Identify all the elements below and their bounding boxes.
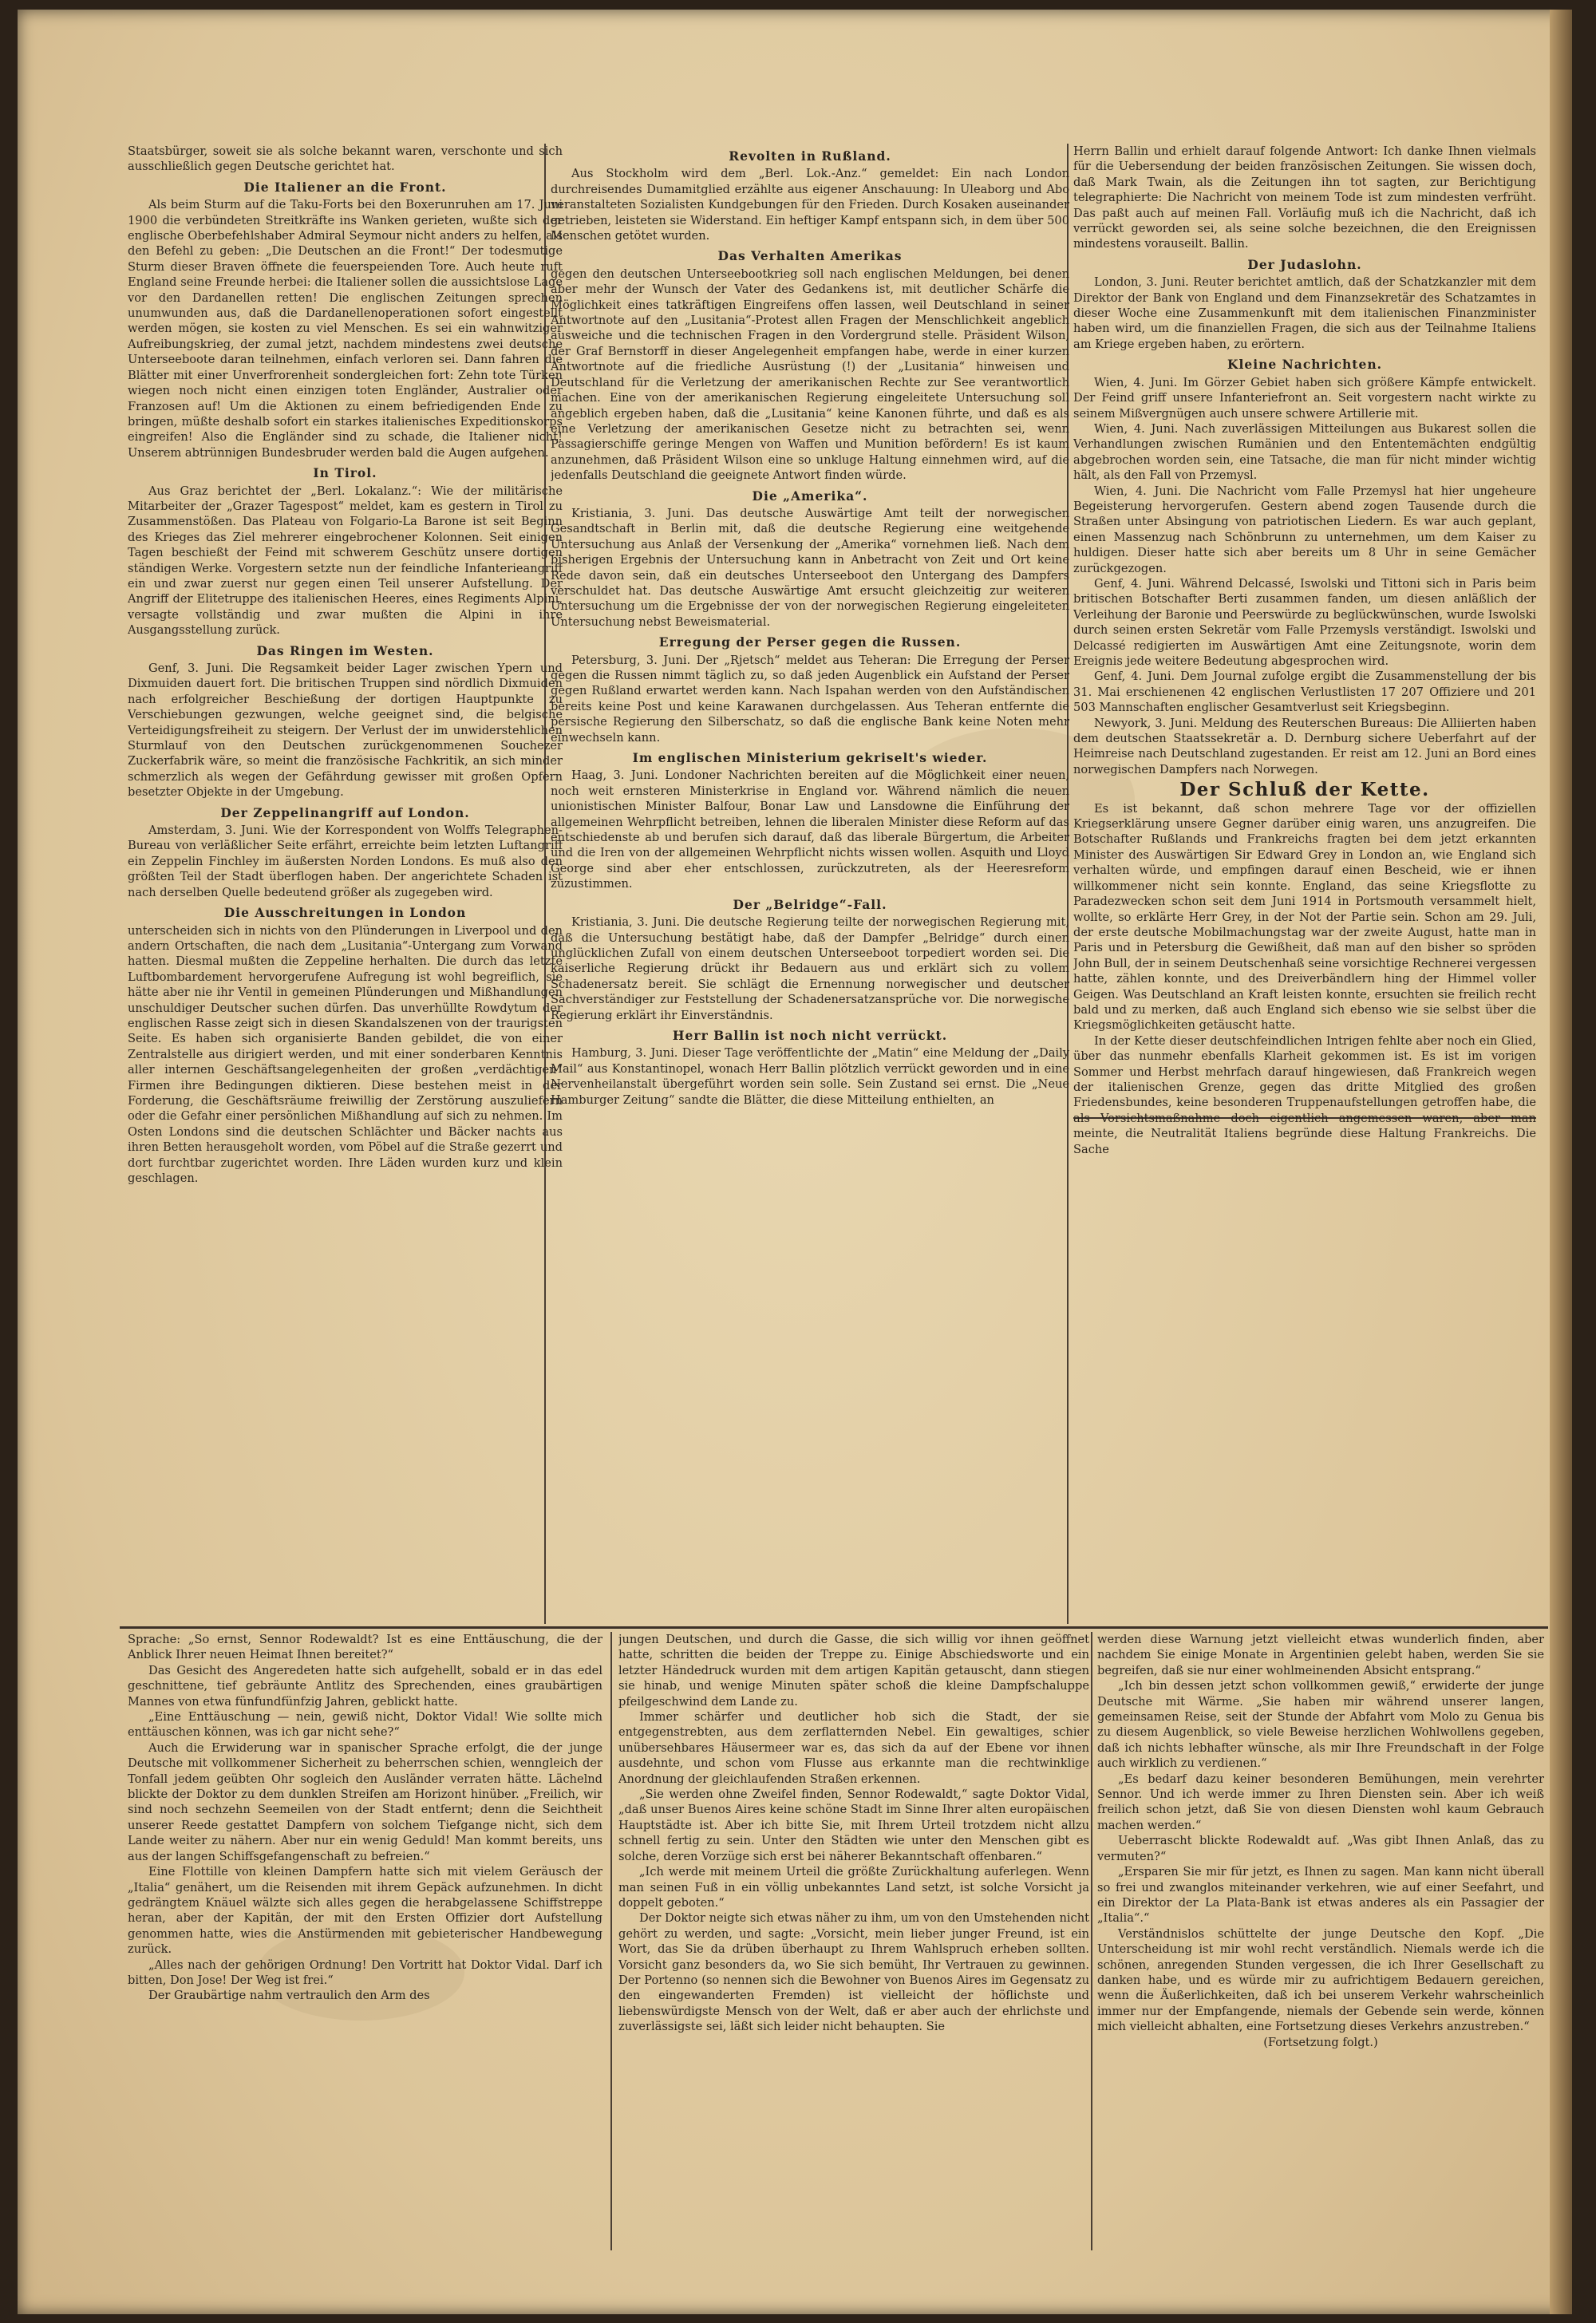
article-heading: Kleine Nachrichten.: [1227, 357, 1382, 373]
story-text: „Es bedarf dazu keiner besonderen Bemühungen, mein verehrter Sennor. Und ich werde immer zu Ihren Diensten sein. Aber ich weiß freilich schon jetzt, daß Sie von diesen Diensten wohl kaum Gebrauch machen werden.“: [1097, 1772, 1544, 1832]
article-text: Newyork, 3. Juni. Meldung des Reuterschen Bureaus: Die Alliierten haben dem deutschen Staatssekretär a. D. Dernburg sichere Ueberfahrt auf der Heimreise nach Deutschland zugestanden. Er reist am 12. Juni an Bord eines norwegischen Dampfers nach Norwegen.: [1073, 716, 1536, 776]
story-text: „Ersparen Sie mir für jetzt, es Ihnen zu sagen. Man kann nicht überall so frei und zwanglos miteinander verkehren, wie auf einer Seefahrt, und ein Direktor der La Plata-Bank ist etwas anderes als ein Passagier der „Italia“.“: [1097, 1865, 1544, 1926]
continuation-note: (Fortsetzung folgt.): [1263, 2035, 1378, 2049]
article-heading: Herr Ballin ist noch nicht verrückt.: [672, 1027, 948, 1043]
article-heading: Der Zeppelinangriff auf London.: [220, 804, 470, 820]
article-text: Aus Stockholm wird dem „Berl. Lok.-Anz.“ gemeldet: Ein nach London durchreisendes Dumamitglied erzählte aus eigener Anschauung: In Uleaborg und Abo veranstalteten Sozialisten Kundgebungen für den Frieden. Durch Kosaken auseinander getrieben, leisteten sie Widerstand. Ein heftiger Kampf entspann sich, in dem über 500 Menschen getötet wurden.: [551, 167, 1069, 243]
article-text: Kristiania, 3. Juni. Die deutsche Regierung teilte der norwegischen Regierung mit, daß die Untersuchung bestätigt habe, daß der Dampfer „Belridge“ durch einen unglücklichen Zufall von einem deutschen Unterseeboot torpediert worden sei. Die kaiserliche Regierung drückt ihr Bedauern aus und erklärt sich zu vollem Schadenersatz bereit. Sie schlägt die Ernennung norwegischer und deutscher Sachverständiger zur Feststellung der Schadenersatzansprüche vor. Die norwegische Regierung erklärt ihr Einverständnis.: [551, 915, 1069, 1022]
article-text: Aus Graz berichtet der „Berl. Lokalanz.“: Wie der militärische Mitarbeiter der „Grazer Tagespost“ meldet, kam es gestern in Tirol zu Zusammenstößen. Das Plateau von Folgario-La Barone ist seit Beginn des Krieges das Ziel mehrerer eingebrochener Kolonnen. Seit einigen Tagen beschießt der Feind mit schwerem Geschütz unsere dortigen ständigen Werke. Vorgestern setzte nun der feindliche Infanterieangriff ein und zwar zuerst nur gegen einen Teil unserer Aufstellung. Der Angriff der Elitetruppe des italienischen Heeres, eines Regiments Alpini, versagte vollständig und zwar mußten die Alpini in ihre Ausgangsstellung zurück.: [128, 484, 563, 638]
story-text: Verständnislos schüttelte der junge Deutsche den Kopf. „Die Unterscheidung ist mir wohl recht verständlich. Niemals werde ich die schönen, anregenden Stunden vergessen, die ich Ihrer Gesellschaft zu danken habe, und es würde mir zu aufrichtigem Bedauern gereichen, wenn die Äußerlichkeiten, daß ich bei unserem Verkehr wahrscheinlich immer nur der Empfangende, niemals der Gebende sein werde, können mich vielleicht abhalten, eine Fortsetzung dieses Verkehrs anzustreben.“: [1097, 1926, 1544, 2034]
article-text: Hamburg, 3. Juni. Dieser Tage veröffentlichte der „Matin“ eine Meldung der „Daily Mail“ aus Konstantinopel, wonach Herr Ballin plötzlich verrückt geworden und in eine Nervenheilanstalt übergeführt worden sein solle. Sein Zustand sei ernst. Die „Neue Hamburger Zeitung“ sandte die Blätter, die diese Mitteilung enthielten, an: [551, 1046, 1069, 1107]
story-text: „Eine Enttäuschung — nein, gewiß nicht, Doktor Vidal! Wie sollte mich enttäuschen können, was ich gar nicht sehe?“: [128, 1710, 602, 1740]
article-text: Wien, 4. Juni. Die Nachricht vom Falle Przemysl hat hier ungeheure Begeisterung hervorgerufen. Gestern abend zogen Tausende durch die Straßen unter Absingung von patriotischen Liedern. Es war auch geplant, einen Massenzug nach Schönbrunn zu unternehmen, um dem Kaiser zu huldigen. Dieser hatte sich aber bereits um 8 Uhr in seine Gemächer zurückgezogen.: [1073, 484, 1536, 575]
feuilleton-column-2: [618, 1632, 1089, 2246]
feuilleton-column-1: [128, 1632, 602, 2246]
story-text: Immer schärfer und deutlicher hob sich die Stadt, der sie entgegenstrebten, aus dem zerflatternden Nebel. Ein gewaltiges, schier unübersehbares Häusermeer war es, das sich da auf der Ebene vor ihnen ausdehnte, und schon vom Flusse aus erkannte man die rechtwinklige Anordnung der gleichlaufenden Straßen erkennen.: [618, 1710, 1089, 1786]
column-rule: [1091, 1632, 1092, 2250]
article-text: gegen den deutschen Unterseebootkrieg soll nach englischen Meldungen, bei denen aber mehr der Wunsch der Vater des Gedankens ist, mit deutlicher Schärfe die Möglichkeit eines tatkräftigen Eingreifens offen lassen, weil Deutschland in seiner Antwortnote auf den „Lusitania“-Protest allen Fragen der Menschlichkeit angeblich ausweiche und die technischen Fragen in den Vordergrund stelle. Präsident Wilson, der Graf Bernstorff in dieser Angelegenheit empfangen habe, werde in einer kurzen Antwortnote auf die friedliche Ausrüstung (!) der „Lusitania“ hinweisen und Deutschland für die Verletzung der amerikanischen Rechte zur See verantwortlich machen. Eine von der amerikanischen Regierung eingeleitete Untersuchung soll angeblich ergeben haben, daß die „Lusitania“ keine Kanonen führte, und daß es als eine Verletzung der amerikanischen Gesetze nicht zu betrachten sei, wenn Passagierschiffe geringe Mengen von Waffen und Munition befördern! Es ist kaum anzunehmen, daß Präsident Wilson eine so unkluge Haltung einnehmen wird, auf die jedenfalls Deutschland die geeignete Antwort finden würde.: [551, 267, 1069, 483]
article-heading: In Tirol.: [313, 465, 377, 481]
article-heading: Im englischen Ministerium gekriselt's wieder.: [632, 750, 988, 766]
article-text: Staatsbürger, soweit sie als solche bekannt waren, verschonte und sich ausschließlich gegen Deutsche gerichtet hat.: [128, 144, 563, 174]
story-text: Eine Flottille von kleinen Dampfern hatte sich mit vielem Geräusch der „Italia“ genähert, um die Reisenden mit ihrem Gepäck aufzunehmen. In dicht gedrängtem Knäuel wälzte sich alles gegen die herabgelassene Schiffstreppe heran, aber der Kapitän, der mit den Ersten Offizier dort Aufstellung genommen hatte, wies die Anstürmenden mit gebieterischer Handbewegung zurück.: [128, 1865, 602, 1957]
article-text: Petersburg, 3. Juni. Der „Rjetsch“ meldet aus Teheran: Die Erregung der Perser gegen die Russen nimmt täglich zu, so daß jeden Augenblick ein Aufstand der Perser gegen Rußland erwartet werden kann. Nach Ispahan werden von den Aufständischen bereits keine Post und keine Karawanen durchgelassen. Aus Teheran entfernte die persische Regierung den Silberschatz, so daß die englische Bank keine Noten mehr einwechseln kann.: [551, 653, 1069, 745]
article-heading: Die Ausschreitungen in London: [223, 905, 467, 921]
article-heading: Revolten in Rußland.: [729, 148, 891, 164]
page-edge: [1550, 10, 1572, 2314]
column-rule: [610, 1632, 612, 2250]
story-text: Der Doktor neigte sich etwas näher zu ihm, um von den Umstehenden nicht gehört zu werden, und sagte: „Vorsicht, mein lieber junger Freund, ist ein Wort, das Sie da drüben überhaupt zu Ihrem Wahlspruch erheben sollten. Vorsicht ganz besonders da, wo Sie sich bemüht, Ihr Vertrauen zu gewinnen. Der Portenno (so nennen sich die Bewohner von Buenos Aires im Gegensatz zu den eingewanderten Fremden) ist vielleicht der höflichste und liebenswürdigste Mensch von der Welt, daß er aber auch der ehrlichste und zuverlässigste sei, läßt sich leider nicht behaupten. Sie: [618, 1911, 1089, 2034]
article-text: Wien, 4. Juni. Im Görzer Gebiet haben sich größere Kämpfe entwickelt. Der Feind griff unsere Infanteriefront an. Seit vorgestern nacht wirkte zu seinem Mißvergnügen auch unsere schwere Artillerie mit.: [1073, 375, 1536, 421]
story-text: „Ich werde mit meinem Urteil die größte Zurückhaltung auferlegen. Wenn man seinen Fuß in ein völlig unbekanntes Land setzt, ist solche Vorsicht ja doppelt geboten.“: [618, 1865, 1089, 1910]
feuilleton-column-3: [1097, 1632, 1544, 2246]
article-text: Wien, 4. Juni. Nach zuverlässigen Mitteilungen aus Bukarest sollen die Verhandlungen zwischen Rumänien und den Ententemächten endgültig abgebrochen worden sein, eine Tatsache, die man für nicht minder wichtig hält, als den Fall von Przemysl.: [1073, 421, 1536, 483]
article-text: unterscheiden sich in nichts von den Plünderungen in Liverpool und den andern Ortschaften, die nach dem „Lusitania“-Untergang zum Vorwand hatten. Diesmal mußten die Zeppeline herhalten. Die durch das letzte Luftbombardement hervorgerufene Aufregung ist wohl begreiflich, sie hätte aber nie ihr Ventil in gemeinen Plünderungen und Mißhandlungen unschuldiger Deutscher suchen dürfen. Das unverhüllte Rowdytum der englischen Rasse zeigt sich in diesen Skandalszenen von der traurigsten Seite. Es haben sich organisierte Banden gebildet, die von einer Zentralstelle aus dirigiert werden, und mit einer sonderbaren Kenntnis aller internen Geschäftsangelegenheiten der großen „verdächtigen“ Firmen ihre Bedingungen diktieren. Diese bestehen meist in der Forderung, die Geschäftsräume freiwillig der Zerstörung auszuliefern oder die Gefahr einer persönlichen Mißhandlung auf sich zu nehmen. Im Osten Londons sind die deutschen Schlächter und Bäcker nachts aus ihren Betten herausgeholt worden, vom Pöbel auf die Straße gezerrt und dort furchtbar zugerichtet worden. Ihre Läden wurden kurz und klein geschlagen.: [128, 923, 563, 1185]
article-text: Genf, 3. Juni. Die Regsamkeit beider Lager zwischen Ypern und Dixmuiden dauert fort. Die britischen Truppen sind nördlich Dixmuiden nach erfolgreicher Beschießung der dortigen Hauptpunkte zu Verschiebungen gezwungen, welche geeignet sind, die belgische Verteidigungsfreiheit zu steigern. Der Verlust der im unwiderstehlichen Sturmlauf von den Deutschen zurückgenommenen Souchezer Zuckerfabrik wäre, so meint die französische Fachkritik, an sich minder schmerzlich als wegen der Gefährdung gewisser mit großen Opfern besetzter Objekte in der Umgebung.: [128, 662, 563, 800]
story-text: Der Graubärtige nahm vertraulich den Arm des: [148, 1989, 430, 2003]
news-column-1: [128, 144, 563, 1624]
article-heading: Das Verhalten Amerikas: [717, 248, 903, 264]
story-text: jungen Deutschen, und durch die Gasse, die sich willig vor ihnen geöffnet hatte, schritten die beiden der Treppe zu. Einige Abschiedsworte und ein letzter Händedruck wurden mit dem artigen Kapitän getauscht, dann stiegen sie hinab, und wenige Minuten später schoß die kleine Dampfschaluppe pfeilgeschwind dem Lande zu.: [618, 1633, 1089, 1709]
article-text: Genf, 4. Juni. Dem Journal zufolge ergibt die Zusammenstellung der bis 31. Mai erschienenen 42 englischen Verlustlisten 17 207 Offiziere und 201 503 Mannschaften englischer Gesamtverlust seit Kriegsbeginn.: [1073, 670, 1536, 715]
story-text: Sprache: „So ernst, Sennor Rodewaldt? Ist es eine Enttäuschung, die der Anblick Ihrer neuen Heimat Ihnen bereitet?“: [128, 1633, 602, 1662]
article-text: Kristiania, 3. Juni. Das deutsche Auswärtige Amt teilt der norwegischen Gesandtschaft in Berlin mit, daß die deutsche Regierung eine weitgehende Untersuchung aus Anlaß der Versenkung der „Amerika“ vornehmen ließ. Nach dem bisherigen Ergebnis der Untersuchung kann in Anbetracht von Zeit und Ort keine Rede davon sein, daß ein deutsches Unterseeboot den Untergang des Dampfers verschuldet hat. Das deutsche Auswärtige Amt ersucht gleichzeitig zur weiteren Untersuchung um die Ergebnisse der von der norwegischen Regierung eingeleiteten Untersuchung nebst Beweismaterial.: [551, 506, 1069, 629]
story-text: Ueberrascht blickte Rodewaldt auf. „Was gibt Ihnen Anlaß, das zu vermuten?“: [1097, 1834, 1544, 1863]
story-text: Auch die Erwiderung war in spanischer Sprache erfolgt, die der junge Deutsche mit vollkommener Sicherheit zu beherrschen schien, wenngleich der Tonfall jedem geübten Ohr sogleich den Ausländer verraten hätte. Lächelnd blickte der Doktor zu dem dunklen Streifen am Horizont hinüber. „Freilich, wir sind noch sechzehn Seemeilen von der Stadt entfernt; denn die Seichtheit unserer Reede gestattet Dampfern von solchem Tiefgange nicht, sich dem Lande weiter zu nähern. Aber nur ein wenig Geduld! Man kommt bereits, uns aus der langen Schiffsgefangenschaft zu befreien.“: [128, 1740, 602, 1863]
story-text: werden diese Warnung jetzt vielleicht etwas wunderlich finden, aber nachdem Sie einige Monate in Argentinien gelebt haben, werden Sie sie begreifen, daß sie nur einer wohlmeinenden Absicht entsprang.“: [1097, 1633, 1544, 1677]
story-text: „Ich bin dessen jetzt schon vollkommen gewiß,“ erwiderte der junge Deutsche mit Wärme. „Sie haben mir während unserer langen, gemeinsamen Reise, seit der Stunde der Abfahrt vom Molo zu Genua bis zu diesem Augenblick, so viele Beweise herzlichen Wohlwollens gegeben, daß ich nichts lebhafter wünsche, als mir Ihre Freundschaft in der Folge auch wirklich zu verdienen.“: [1097, 1679, 1544, 1771]
article-text: London, 3. Juni. Reuter berichtet amtlich, daß der Schatzkanzler mit dem Direktor der Bank von England und dem Finanzsekretär des Schatzamtes in dieser Woche eine Zusammenkunft mit dem italienischen Finanzminister haben wird, um die finanziellen Fragen, die sich aus der Teilnahme Italiens am Kriege ergeben haben, zu erörtern.: [1073, 275, 1536, 351]
article-heading-large: Der Schluß der Kette.: [1179, 779, 1430, 801]
feuilleton-rule: [120, 1626, 1548, 1629]
story-text: „Sie werden ohne Zweifel finden, Sennor Rodewaldt,“ sagte Doktor Vidal, „daß unser Buenos Aires keine schöne Stadt im Sinne Ihrer alten europäischen Hauptstädte ist. Aber ich bitte Sie, mit Ihrem Urteil trotzdem nicht allzu schnell fertig zu sein. Unter den Städten wie unter den Menschen gibt es solche, deren Vorzüge sich erst bei näherer Bekanntschaft offenbaren.“: [618, 1788, 1089, 1863]
article-heading: Die Italiener an die Front.: [243, 179, 447, 195]
article-heading: Der Judaslohn.: [1247, 256, 1362, 272]
news-column-3: [1073, 144, 1536, 1624]
article-heading: Die „Amerika“.: [752, 488, 868, 504]
article-text: Es ist bekannt, daß schon mehrere Tage vor der offiziellen Kriegserklärung unsere Gegner darüber einig waren, uns anzugreifen. Die Botschafter Rußlands und Frankreichs fragten bei dem jetzt erkannten Minister des Auswärtigen Sir Edward Grey in London an, wie England sich verhalten würde, und empfingen darauf einen Bescheid, wie er ihnen willkommener nicht sein konnte. England, das seine Kriegsflotte zu Paradezwecken schon seit dem Juni 1914 in Portsmouth versammelt hielt, wollte, so erklärte Herr Grey, in der Not der Partie sein. Schon am 29. Juli, der erste deutsche Mobilmachungstag war der zweite August, hatte man in Paris und in Petersburg die Gewißheit, daß man auf den bisher so spröden John Bull, der in seinem Deutschenhaß seine vorsichtige Rechnerei vergessen hatte, zählen konnte, und des Dreiverbändlern hing der Himmel voller Geigen. Was Deutschland an Kraft leisten konnte, ersuchten sie freilich recht bald und zu merken, daß auch England sich ebenso wie sie selbst über die Kriegsmöglichkeiten getäuscht hatte.: [1073, 801, 1536, 1033]
story-text: Das Gesicht des Angeredeten hatte sich aufgehellt, sobald er in das edel geschnittene, tief gebräunte Antlitz des Sprechenden, eines graubärtigen Mannes von etwa fünfundfünfzig Jahren, geblickt hatte.: [128, 1663, 602, 1709]
article-heading: Der „Belridge“-Fall.: [733, 896, 887, 912]
article-heading: Das Ringen im Westen.: [256, 642, 434, 658]
article-text: Genf, 4. Juni. Während Delcassé, Iswolski und Tittoni sich in Paris beim britischen Botschafter Berti zusammen fanden, um diesen anläßlich der Verleihung der Baronie und Peerswürde zu beglückwünschen, wurde Iswolski durch seinen ersten Sekretär vom Falle Przemysls verständigt. Iswolski und Delcassé redigierten im Auswärtigen Amt eine Zeitungsnote, worin dem Ereignis jede weitere Bedeutung abgesprochen wird.: [1073, 576, 1536, 668]
article-text: Als beim Sturm auf die Taku-Forts bei den Boxerunruhen am 17. Juni 1900 die verbündeten Streitkräfte ins Wanken gerieten, wußte sich der englische Oberbefehlshaber Admiral Seymour nicht anders zu helfen, als den Befehl zu geben: „Die Deutschen an die Front!“ Der todesmutige Sturm dieser Braven öffnete die feuerspeienden Tore. Auch heute ruft England seine Freunde herbei: die Italiener sollen die aussichtslose Lage vor den Dardanellen retten! Die englischen Zeitungen sprechen unumwunden aus, daß die Dardanellenoperationen sofort eingestellt werden mögen, sie kosten zu viel Menschen. Es sei ein wahnwitziger Aufreibungskrieg, der zumal jetzt, nachdem mindestens zwei deutsche Unterseeboote daran teilnehmen, einfach verloren sei. Dann fahren die Blätter mit einer Unverfrorenheit sondergleichen fort: Zehn tote Türken wiegen noch nicht einen einzigen toten Engländer, Australier oder Franzosen auf! Um die Aktionen zu einem befriedigenden Ende zu bringen, müßte deshalb sofort ein starkes italienisches Expeditionskorps eingreifen! Also die Engländer sind zu schade, die Italiener nicht! Unserem abtrünnigen Bundesbruder werden bald die Augen aufgehen.: [128, 198, 563, 460]
news-column-2: [551, 144, 1069, 1624]
article-text: Amsterdam, 3. Juni. Wie der Korrespondent von Wolffs Telegraphen-Bureau von verläßlicher Seite erfährt, erreichte beim letzten Luftangriff ein Zeppelin Finchley im äußersten Norden Londons. Es muß also den größten Teil der Stadt überflogen haben. Der angerichtete Schaden ist nach derselben Quelle bedeutend größer als zugegeben wird.: [128, 824, 563, 899]
article-text: Herrn Ballin und erhielt darauf folgende Antwort: Ich danke Ihnen vielmals für die Uebersendung der beiden französischen Zeitungen. Sie wissen doch, daß Mark Twain, als die Zeitungen ihn tot sagten, zur Berichtigung telegraphierte: Die Nachricht von meinem Tode ist zum mindesten verfrüht. Das paßt auch auf meinen Fall. Vorläufig muß ich die Nachricht, daß ich verrückt geworden sei, als seine solche bezeichnen, die den Ereignissen mindestens vorauseilt. Ballin.: [1073, 144, 1536, 251]
article-heading: Erregung der Perser gegen die Russen.: [658, 634, 962, 650]
article-text: Haag, 3. Juni. Londoner Nachrichten bereiten auf die Möglichkeit einer neuen, noch weit ernsteren Ministerkrise in England vor. Während nämlich die neuen unionistischen Minister Balfour, Bonar Law und Lansdowne die Einführung der allgemeinen Wehrpflicht betreiben, lehnen die liberalen Minister diese Reform auf das entschiedenste ab und berufen sich darauf, daß das liberale Bürgertum, die Arbeiter und die Iren von der allgemeinen Wehrpflicht nichts wissen wollen. Asquith und Lloyd George sind aber eher entschlossen, zurückzutreten, als der Heeresreform zuzustimmen.: [551, 768, 1069, 891]
story-text: „Alles nach der gehörigen Ordnung! Den Vortritt hat Doktor Vidal. Darf ich bitten, Don Jose! Der Weg ist frei.“: [128, 1958, 602, 1987]
article-text: In der Kette dieser deutschfeindlichen Intrigen fehlte aber noch ein Glied, über das nunmehr ebenfalls Klarheit gekommen ist. Es ist im vorigen Sommer und Herbst mehrfach darauf hingewiesen, daß Frankreich wegen der italienischen Grenze, gegen das dritte Mitglied des großen Friedensbundes, keine besonderen Truppenaufstellungen getroffen habe, die als Vorsichtsmaßnahme doch eigentlich angemessen waren, aber man meinte, die Neutralität Italiens begründe diese Haltung Frankreichs. Die Sache: [1073, 1033, 1536, 1156]
